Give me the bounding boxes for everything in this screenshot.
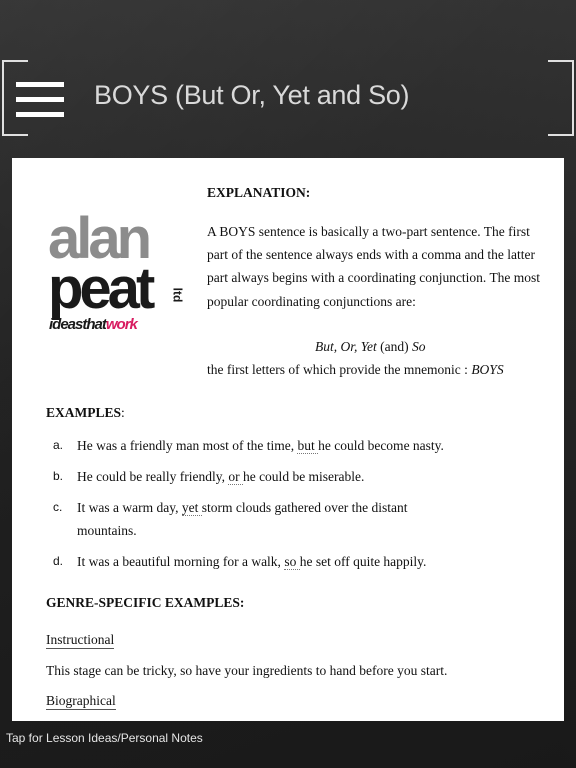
logo-word-peat: peat [48,256,152,321]
document-page [12,158,564,721]
instructional-label: Instructional [46,632,115,647]
list-item: a. He was a friendly man most of the time, but he could become nasty. [53,438,444,453]
list-item: c. It was a warm day, yet storm clouds gathered over the distant mountains. [53,500,408,538]
explanation-body: A BOYS sentence is basically a two-part sentence. The first part of the sentence always ends with a comma and the latter part always begins with a coordinating conjunction. The most popular coordinating conjunctions are: [207,224,541,309]
logo-ltd: ltd [170,287,185,303]
logo-tagline: ideasthatwork [49,316,137,333]
hamburger-menu-icon[interactable] [14,78,66,122]
app-header [0,0,576,150]
mnemonic-line: the first letters of which provide the mnemonic : BOYS [207,362,504,377]
explanation-heading: EXPLANATION: [207,185,311,200]
conjunction-list: But, Or, Yet (and) So [315,339,426,354]
instructional-example: This stage can be tricky, so have your ingredients to hand before you start. [46,663,448,678]
genre-examples-heading: GENRE-SPECIFIC EXAMPLES: [46,595,245,610]
list-item: b. He could be really friendly, or he could be miserable. [53,469,365,484]
lesson-notes-button[interactable]: Tap for Lesson Ideas/Personal Notes [6,731,203,745]
examples-list [46,434,546,573]
alan-peat-logo [48,206,198,336]
list-item: d. It was a beautiful morning for a walk, so he set off quite happily. [53,554,427,569]
biographical-label: Biographical [46,693,116,708]
page-title: BOYS (But Or, Yet and So) [94,80,410,110]
examples-heading: EXAMPLES: [46,405,125,420]
logo-word-alan: alan [48,206,149,271]
right-frame-bracket [548,60,574,136]
